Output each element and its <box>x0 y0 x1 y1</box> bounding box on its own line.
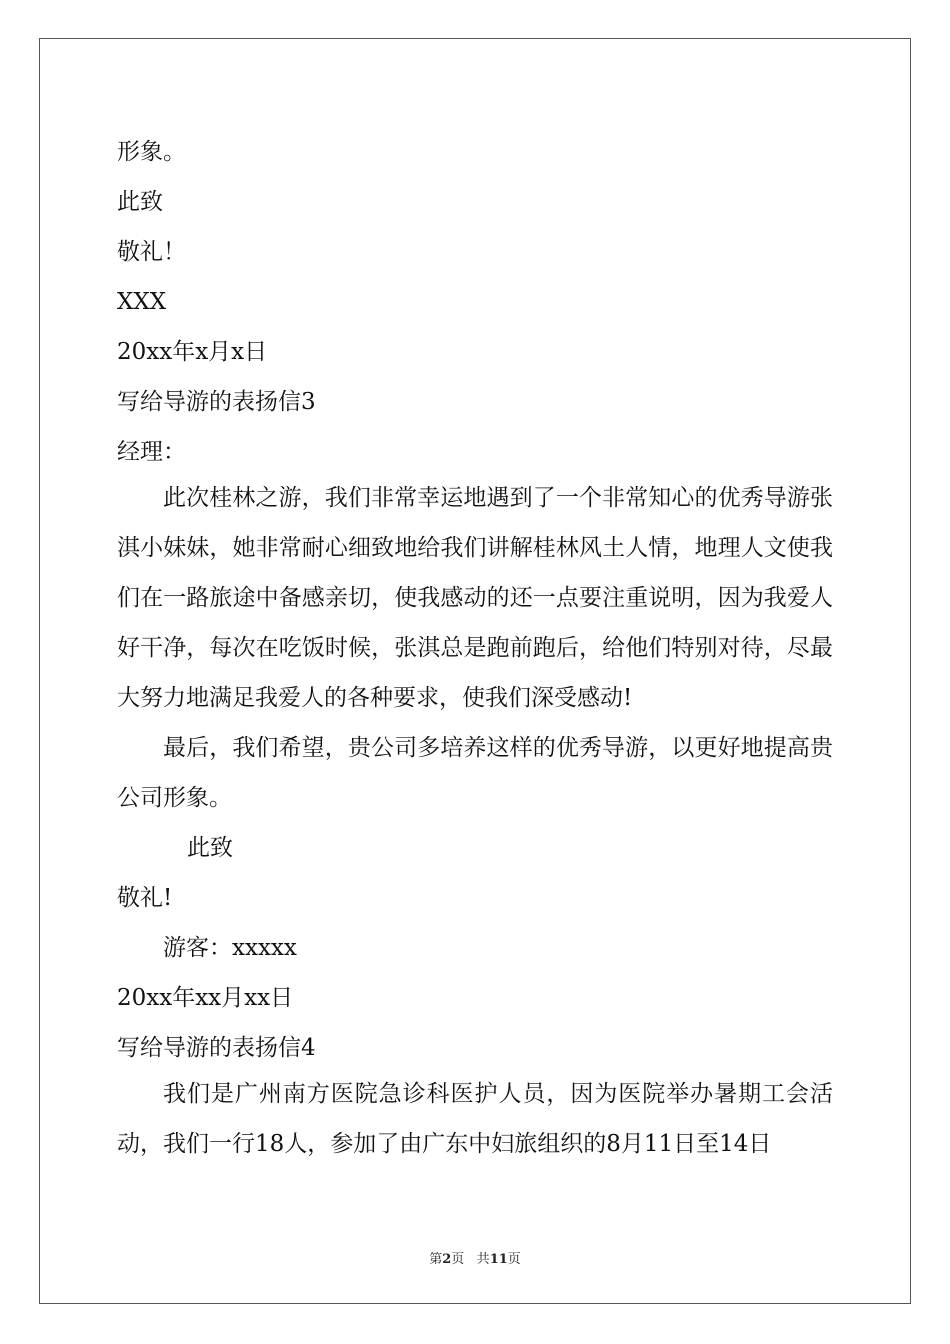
date-line: 20xx年xx月xx日 <box>117 985 294 1011</box>
salutation-line: 此致 <box>117 189 163 215</box>
total-pages: 11 <box>489 1252 508 1267</box>
letter-heading: 写给导游的表扬信4 <box>117 1035 316 1061</box>
regards-line: 敬礼！ <box>117 239 186 265</box>
page-prefix: 第 <box>429 1252 443 1267</box>
recipient-line: 经理： <box>117 439 186 465</box>
signature-line: 游客：xxxxx <box>163 935 297 961</box>
salutation-line: 此致 <box>187 835 233 861</box>
page-suffix: 页 <box>451 1252 465 1267</box>
body-paragraph: 此次桂林之游，我们非常幸运地遇到了一个非常知心的优秀导游张淇小妹妹，她非常耐心细致地给我们讲解桂林风土人情，地理人文使我们在一路旅途中备感亲切，使我感动的还一点要注重说明，因为我爱人好干净，每次在吃饭时候，张淇总是跑前跑后，给他们特别对待，尽最大努力地满足我爱人的各种要求，使我们深受感动! <box>117 485 833 711</box>
total-suffix: 页 <box>507 1252 521 1267</box>
letter-heading: 写给导游的表扬信3 <box>117 389 316 415</box>
page-number: 2 <box>442 1252 452 1267</box>
signature-line: XXX <box>117 289 167 315</box>
regards-line: 敬礼! <box>117 885 173 911</box>
page-footer <box>0 1248 950 1267</box>
body-paragraph: 最后，我们希望，贵公司多培养这样的优秀导游，以更好地提高贵公司形象。 <box>117 735 833 811</box>
text-line: 形象。 <box>117 139 186 165</box>
date-line: 20xx年x月x日 <box>117 339 268 365</box>
body-paragraph: 我们是广州南方医院急诊科医护人员，因为医院举办暑期工会活动，我们一行18人，参加了由广东中妇旅组织的8月11日至14日 <box>117 1081 833 1157</box>
total-prefix: 共 <box>476 1252 490 1267</box>
